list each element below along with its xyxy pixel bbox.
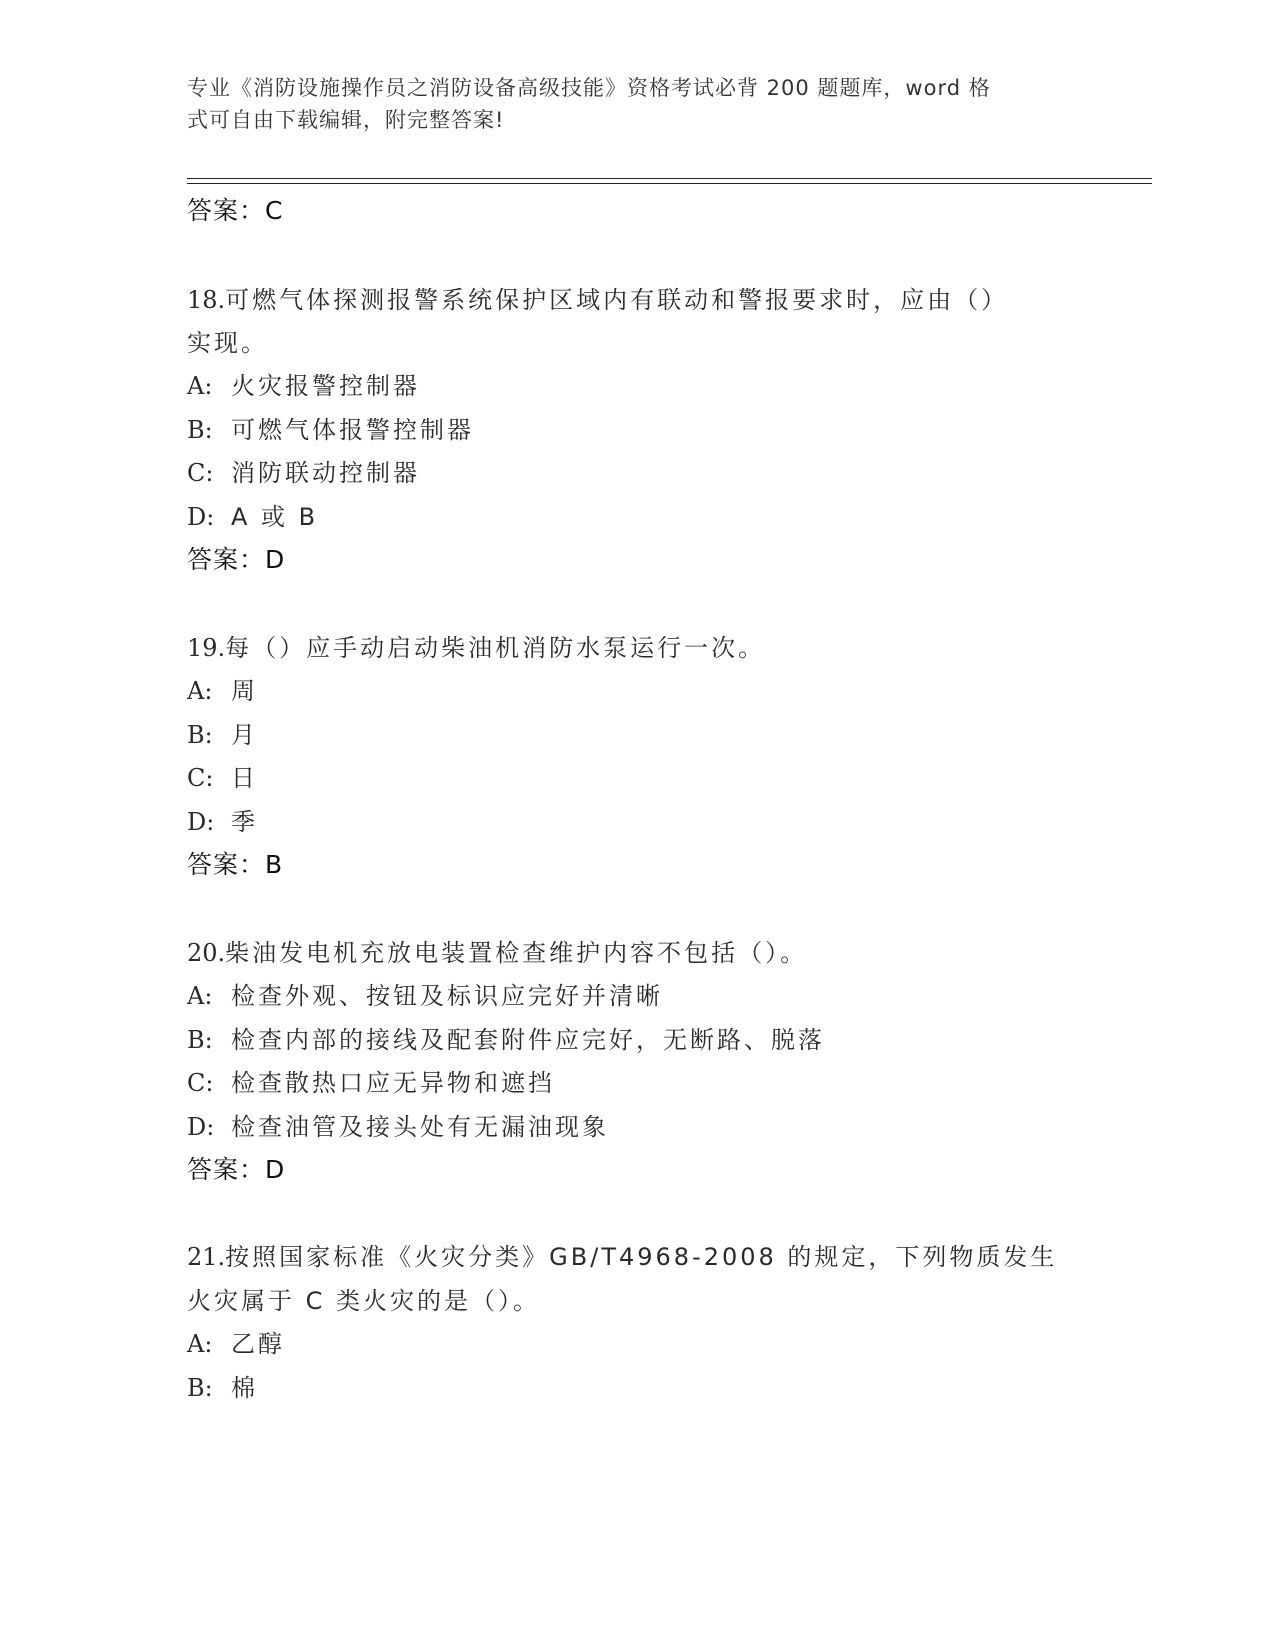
question-number: 21. <box>187 1243 226 1271</box>
option-label: C: <box>187 459 214 487</box>
option-label: A: <box>187 372 213 400</box>
question-20-option-c <box>187 1066 555 1100</box>
option-label: B: <box>187 416 213 444</box>
option-label: B: <box>187 721 213 749</box>
answer-prefix: 答案： <box>187 545 266 574</box>
question-stem: 按照国家标准《火灾分类》GB/T4968-2008 的规定，下列物质发生 <box>225 1243 1058 1271</box>
question-20-option-a <box>187 979 663 1013</box>
question-stem: 柴油发电机充放电装置检查维护内容不包括（）。 <box>225 939 808 967</box>
option-text: 火灾报警控制器 <box>231 372 420 400</box>
question-number: 20. <box>187 939 226 967</box>
option-text: 可燃气体报警控制器 <box>231 416 474 444</box>
option-text: 消防联动控制器 <box>231 459 420 487</box>
option-label: B: <box>187 1374 213 1402</box>
question-19-stem-line-1 <box>187 631 765 665</box>
header-divider-bottom <box>187 183 1152 184</box>
answer-value: D <box>265 545 286 574</box>
question-number: 18. <box>187 286 226 314</box>
question-18-option-c <box>187 456 420 490</box>
question-18-answer <box>187 543 285 577</box>
question-21-stem-line-1 <box>187 1240 1057 1274</box>
option-text: 季 <box>231 808 258 836</box>
question-number: 19. <box>187 634 226 662</box>
option-text: 检查散热口应无异物和遮挡 <box>231 1069 555 1097</box>
option-label: A: <box>187 677 213 705</box>
answer-prefix: 答案： <box>187 850 266 879</box>
answer-value: C <box>265 196 284 225</box>
question-20-option-d <box>187 1110 609 1144</box>
header-line-2: 式可自由下载编辑，附完整答案! <box>187 108 505 132</box>
option-label: D: <box>187 1113 215 1141</box>
question-19-answer <box>187 848 283 882</box>
question-18-stem-line-2: 实现。 <box>187 329 268 357</box>
question-19-option-d <box>187 805 258 839</box>
option-text: 周 <box>231 677 258 705</box>
option-label: C: <box>187 1069 214 1097</box>
option-label: D: <box>187 808 215 836</box>
option-label: C: <box>187 764 214 792</box>
option-label: A: <box>187 982 213 1010</box>
previous-answer <box>187 194 283 228</box>
question-18-option-a <box>187 369 420 403</box>
answer-prefix: 答案： <box>187 196 266 225</box>
question-19-option-b <box>187 718 258 752</box>
question-21-option-b <box>187 1371 258 1405</box>
question-stem: 可燃气体探测报警系统保护区域内有联动和警报要求时，应由（） <box>225 286 1009 314</box>
option-label: D: <box>187 503 215 531</box>
option-text: 乙醇 <box>231 1330 285 1358</box>
answer-prefix: 答案： <box>187 1155 266 1184</box>
question-18-stem-line-1 <box>187 283 1008 317</box>
option-text: 检查内部的接线及配套附件应完好，无断路、脱落 <box>231 1026 825 1054</box>
question-21-stem-line-2: 火灾属于 C 类火灾的是（）。 <box>187 1287 541 1315</box>
option-text: 检查油管及接头处有无漏油现象 <box>231 1113 609 1141</box>
option-text: 棉 <box>231 1374 258 1402</box>
answer-value: B <box>265 850 284 879</box>
option-text: 检查外观、按钮及标识应完好并清晰 <box>231 982 663 1010</box>
header-line-1: 专业《消防设施操作员之消防设备高级技能》资格考试必背 200 题题库，word 格 <box>187 76 991 100</box>
answer-value: D <box>265 1155 286 1184</box>
question-20-stem-line-1 <box>187 936 807 970</box>
option-label: A: <box>187 1330 213 1358</box>
question-18-option-b <box>187 413 474 447</box>
question-20-answer <box>187 1153 285 1187</box>
question-19-option-a <box>187 674 258 708</box>
document-header <box>187 72 1067 136</box>
question-stem: 每（）应手动启动柴油机消防水泵运行一次。 <box>225 634 766 662</box>
question-18-option-d <box>187 500 318 534</box>
question-20-option-b <box>187 1023 825 1057</box>
header-divider-top <box>187 178 1152 179</box>
question-21-option-a <box>187 1327 285 1361</box>
option-label: B: <box>187 1026 213 1054</box>
option-text: A 或 B <box>231 503 319 531</box>
option-text: 日 <box>231 764 258 792</box>
option-text: 月 <box>231 721 258 749</box>
question-19-option-c <box>187 761 258 795</box>
